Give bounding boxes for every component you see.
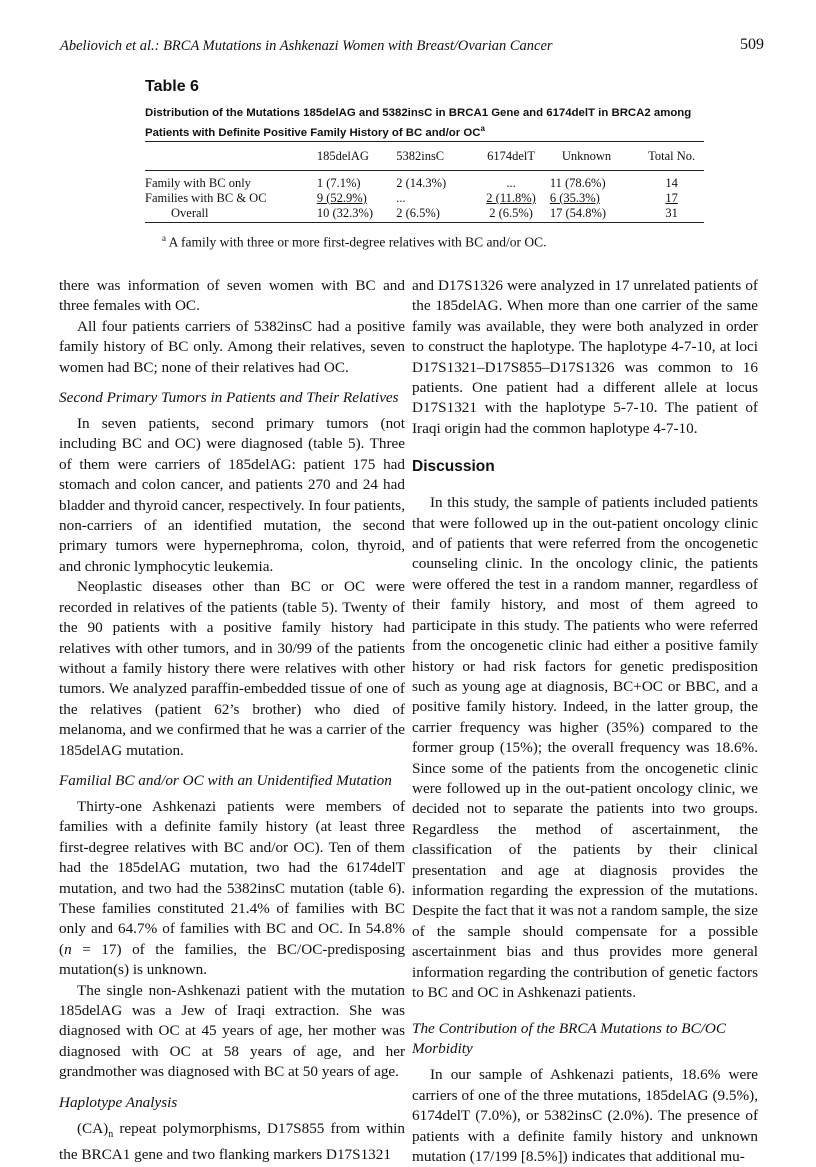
col-header: Total No. — [648, 149, 696, 163]
table-cell: ... — [396, 191, 406, 205]
table-footnote — [162, 233, 547, 251]
paragraph-text: (CA) — [77, 1119, 109, 1137]
section-heading: Second Primary Tumors in Patients and Their Relatives — [59, 389, 399, 407]
table-cell: 17 — [665, 191, 678, 205]
paragraph: Neoplastic diseases other than BC or OC were recorded in relatives of the patients (table 5). Twenty of the 90 patients with a positive family history had relatives with other tumors, and in 30/99 of the patients without a family history there were relatives with other tumors. We analyzed paraffin-embedded tissue of one of the relatives (patient 62’s brother) who died of melanoma, and we confirmed that he was a carrier of the 185delAG mutation. — [59, 578, 405, 759]
paragraph: The single non-Ashkenazi patient with the mutation 185delAG was a Jew of Iraqi extraction. She was diagnosed with OC at 45 years of age, her mother was diagnosed with OC at 58 years of age, and her grandmother was diagnosed with BC at 50 years of age. — [59, 981, 405, 1081]
col-header: 5382insC — [396, 149, 445, 163]
table-cell: 2 (11.8%) — [486, 191, 536, 205]
paragraph — [59, 1119, 405, 1166]
table-row — [145, 206, 704, 221]
table-caption-text: Distribution of the Mutations 185delAG and 5382insC in BRCA1 Gene and 6174delT in BRCA2 among Patients with Definite Positive Family History of BC and/or OC — [145, 107, 692, 139]
table-cell: 11 (78.6%) — [549, 176, 606, 190]
paragraph: In this study, the sample of patients included patients that were followed up in the out-patient oncology clinic and of patients that were referred from the oncogenetic counseling clinic. In the oncology clinic, the patients were offered the test in a random manner, regardless of their family history, and most of them agreed to participate in this study. The patients who were referred from the oncogenetic clinic had either a positive family history or had risk factors for genetic predisposition such as young age at diagnosis, BC+OC or BBC, and a positive family history. Indeed, in the latter group, the carrier frequency was higher (35%) compared to the former group (15%); the overall frequency was 18.6%. Since some of the patients from the oncogenetic clinic were followed up in the out-patient oncology clinic, we decided not to separate the patients into two groups. Regardless the method of ascertainment, the classification of the patients by their clinical presentation and age at diagnosis provides the information regarding the expression of the mutations. Despite the fact that it was not a random sample, the size of the sample should compensate for a possible ascertainment bias and thus provides more general information regarding the contribution of genetic factors to BC and OC in Ashkenazi patients. — [412, 494, 758, 1001]
footnote-text: A family with three or more first-degree relatives with BC and/or OC. — [168, 234, 547, 250]
table-caption — [145, 106, 705, 141]
table-row — [145, 176, 704, 191]
paragraph-text: Thirty-one Ashkenazi patients were members of families with a definite family history (at least three first-degree relatives with BC and/or OC). Ten of them had the 185delAG mutation, two had the 6174delT mutation, and two had the 5382insC mutation (table 6). These families constituted 21.4% of families with BC only and 64.7% of families with BC and OC. In 54.8% ( — [59, 797, 405, 958]
subscript-n: n — [108, 1128, 114, 1140]
col-header: 185delAG — [316, 149, 369, 163]
table-row — [145, 191, 704, 206]
table-top-rule — [145, 141, 704, 142]
table-cell: 2 (6.5%) — [396, 206, 440, 220]
footnote-mark: a — [162, 233, 166, 243]
table-cell: 2 (14.3%) — [396, 176, 447, 190]
table-bottom-rule — [145, 222, 704, 223]
left-column — [59, 276, 405, 1165]
paragraph — [59, 797, 405, 981]
table-title: Table 6 — [145, 78, 199, 95]
table-cell: Family with BC only — [145, 176, 251, 190]
table-cell: Families with BC & OC — [145, 191, 267, 205]
table-cell: 1 (7.1%) — [316, 176, 361, 190]
paragraph: All four patients carriers of 5382insC had a positive family history of BC only. Among their relatives, seven women had BC; none of their relatives had OC. — [59, 317, 405, 376]
section-heading: The Contribution of the BRCA Mutations to BC/OC Morbidity — [412, 1020, 727, 1058]
table-cell: 9 (52.9%) — [316, 191, 367, 205]
section-heading: Familial BC and/or OC with an Unidentified Mutation — [59, 771, 392, 789]
table-cell: Overall — [171, 206, 209, 220]
table-cell: ... — [506, 176, 516, 190]
variable-n: n — [64, 940, 72, 958]
paragraph: In seven patients, second primary tumors (not including BC and OC) were diagnosed (table 5). Three of them were carriers of 185delAG: patient 175 had stomach and colon cancer, and patients 270 and 24 had bladder and thyroid cancer, respectively. In four patients, non-carriers of an identified mutation, the second primary tumors were hypernephroma, colon, thyroid, and chronic lymphocytic leukemia. — [59, 415, 405, 575]
page-number: 509 — [740, 36, 764, 53]
table-cell: 10 (32.3%) — [316, 206, 374, 220]
table-header-row — [145, 147, 704, 166]
table-caption-mark: a — [480, 124, 485, 133]
table-cell: 2 (6.5%) — [489, 206, 533, 220]
table-cell: 17 (54.8%) — [549, 206, 607, 220]
paragraph: In our sample of Ashkenazi patients, 18.6% were carriers of one of the three mutations, 185delAG (9.5%), 6174delT (7.0%), or 5382insC (2.0%). The presence of patients with a definite family history and unknown mutation (17/199 [8.5%]) indicates that additional mu- — [412, 1066, 758, 1166]
table-cell: 6 (35.3%) — [549, 191, 600, 205]
right-column — [412, 276, 758, 1167]
section-heading: Discussion — [412, 458, 495, 476]
paragraph: and D17S1326 were analyzed in 17 unrelated patients of the 185delAG. When more than one carrier of the same family was available, they were both analyzed in order to construct the haplotype. The haplotype 4-7-10, at loci D17S1321–D17S855–D17S1326 was common to 16 patients. One patient had a different allele at locus D17S1321 with the haplotype 5-7-10. The patient of Iraqi origin had the common haplotype 4-7-10. — [412, 277, 758, 437]
paragraph-text: repeat polymorphisms, D17S855 from within the BRCA1 gene and two flanking markers D17S1321 — [59, 1119, 405, 1164]
section-heading: Haplotype Analysis — [59, 1093, 178, 1111]
col-header — [145, 147, 307, 166]
table-cell: 31 — [665, 206, 678, 220]
data-table — [145, 147, 704, 221]
paragraph-text: = 17) of the families, the BC/OC-predisposing mutation(s) is unknown. — [59, 940, 405, 979]
col-header: Unknown — [561, 149, 612, 163]
table-cell: 14 — [665, 176, 678, 190]
paragraph: there was information of seven women with BC and three females with OC. — [59, 277, 405, 315]
running-title: Abeliovich et al.: BRCA Mutations in Ashkenazi Women with Breast/Ovarian Cancer — [60, 38, 553, 54]
col-header: 6174delT — [487, 149, 536, 163]
